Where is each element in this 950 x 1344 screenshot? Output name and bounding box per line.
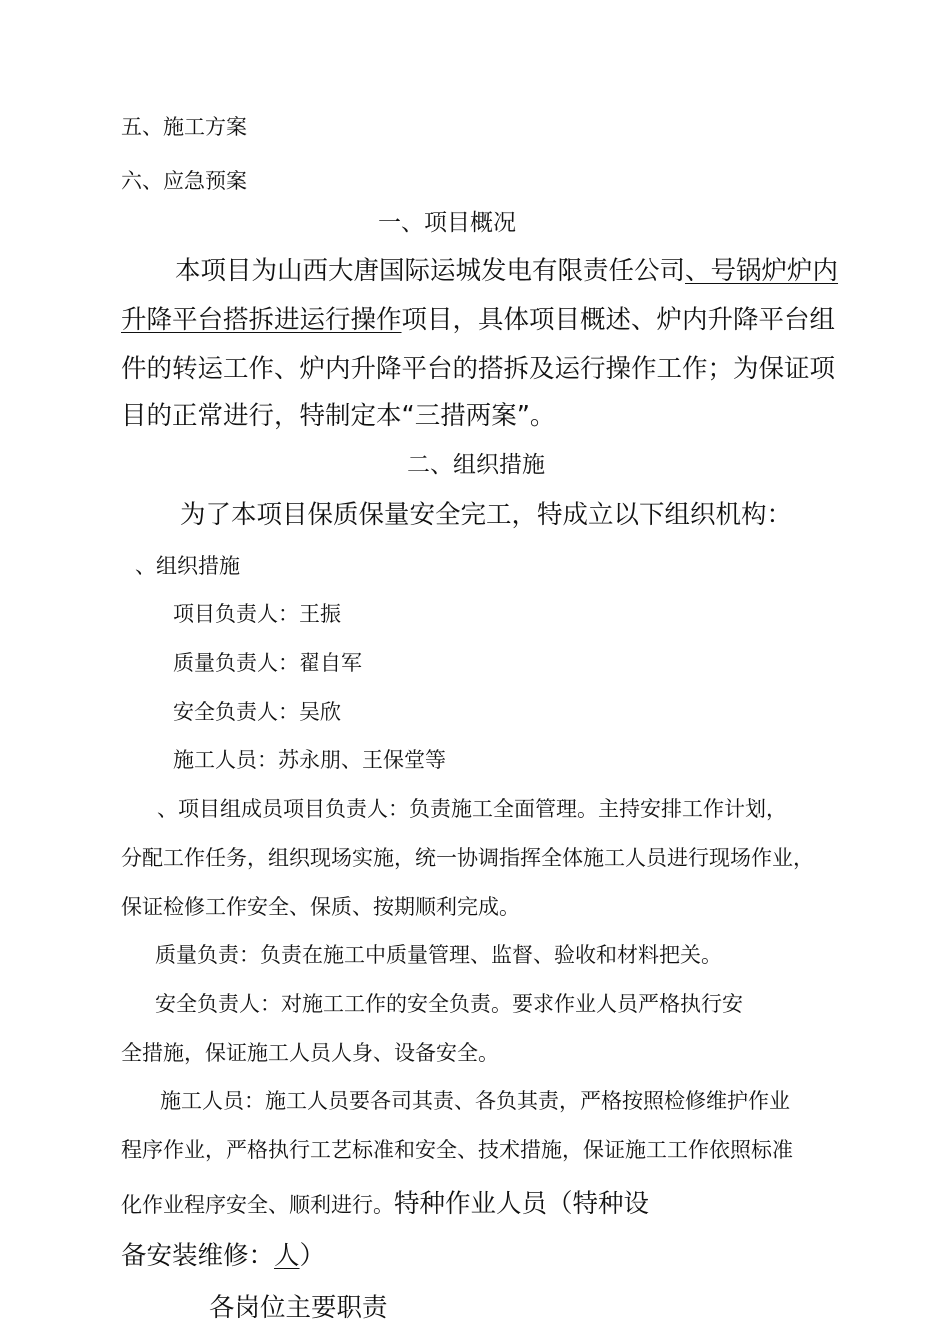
duty-quality: 质量负责：负责在施工中质量管理、监督、验收和材料把关。: [155, 943, 722, 967]
project-name-underlined: 、号锅炉炉内: [685, 256, 839, 286]
overview-line-4: 目的正常进行，特制定本“三措两案”。: [121, 401, 556, 431]
duty-project-lead-line-2: 分配工作任务，组织现场实施，统一协调指挥全体施工人员进行现场作业，: [121, 846, 814, 870]
special-equipment-blank: 人: [274, 1241, 300, 1271]
overview-text: 项目，具体项目概述、炉内升降平台组: [401, 305, 836, 335]
duty-workers-text: 化作业程序安全、顺利进行。: [121, 1193, 394, 1217]
duty-workers-line-1: 施工人员：施工人员要各司其责、各负其责，严格按照检修维护作业: [160, 1089, 790, 1113]
toc-item-5: 五、施工方案: [121, 115, 247, 139]
special-equipment-text: 备安装维修：: [121, 1241, 275, 1271]
duty-workers-line-2: 程序作业，严格执行工艺标准和安全、技术措施，保证施工工作依照标准: [121, 1138, 793, 1162]
organization-intro: 为了本项目保质保量安全完工，特成立以下组织机构：: [180, 500, 793, 530]
overview-line-2: [121, 305, 836, 335]
overview-line-3: 件的转运工作、炉内升降平台的搭拆及运行操作工作；为保证项: [121, 354, 836, 384]
overview-text: 本项目为山西大唐国际运城发电有限责任公司: [175, 256, 686, 286]
section-2-heading: 二、组织措施: [407, 452, 545, 478]
duty-workers-line-4: [121, 1241, 326, 1271]
roster-quality-lead: 质量负责人：翟自军: [173, 651, 362, 675]
overview-line-1: [175, 256, 839, 286]
roster-safety-lead: 安全负责人：吴欣: [173, 700, 341, 724]
duty-project-lead-line-3: 保证检修工作安全、保质、按期顺利完成。: [121, 895, 520, 919]
toc-item-6: 六、应急预案: [121, 169, 247, 193]
duty-workers-line-3: [121, 1189, 650, 1219]
duty-project-lead-line-1: 、项目组成员项目负责人：负责施工全面管理。主持安排工作计划，: [157, 797, 787, 821]
duty-safety-line-2: 全措施，保证施工人员人身、设备安全。: [121, 1041, 499, 1065]
roster-workers: 施工人员：苏永朋、王保堂等: [173, 748, 446, 772]
roster-project-lead: 项目负责人：王振: [173, 602, 341, 626]
posts-duties-heading: 各岗位主要职责: [209, 1293, 388, 1323]
project-name-underlined-cont: 升降平台搭拆进运行操作: [121, 305, 402, 335]
special-equipment-close: ）: [299, 1241, 326, 1271]
duty-safety-line-1: 安全负责人：对施工工作的安全负责。要求作业人员严格执行安: [155, 992, 743, 1016]
special-operators-text: 特种作业人员（特种设: [394, 1189, 650, 1219]
subsection-organization-measures: 、组织措施: [135, 554, 240, 578]
section-1-heading: 一、项目概况: [378, 210, 516, 236]
